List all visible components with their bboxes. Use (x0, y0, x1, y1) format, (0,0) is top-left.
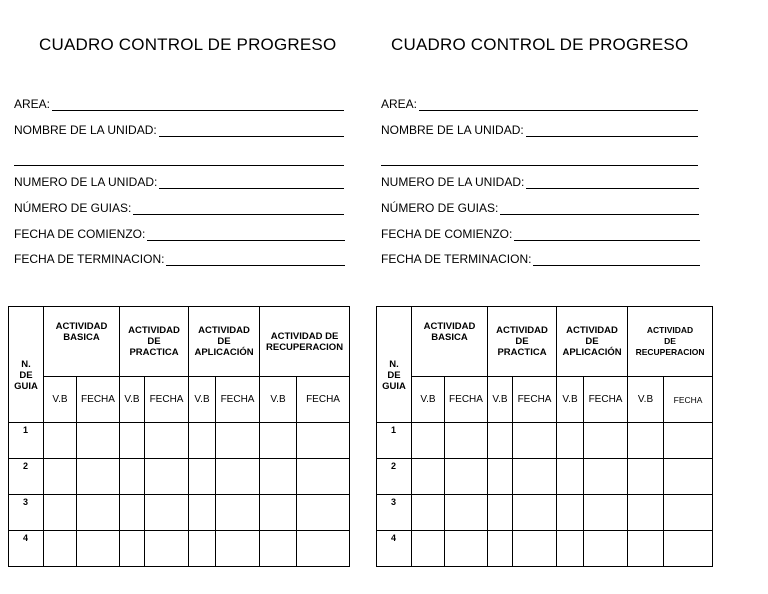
cell[interactable] (513, 459, 557, 495)
fill-line (381, 165, 698, 166)
fecha-header: FECHA (297, 377, 350, 423)
fill-line (381, 110, 698, 111)
unit-name-continuation-line[interactable] (14, 152, 344, 168)
fecha-header: FECHA (77, 377, 120, 423)
cell[interactable] (145, 531, 189, 567)
cell[interactable] (488, 495, 513, 531)
table-row (9, 495, 350, 531)
end-date-field[interactable] (381, 252, 700, 268)
row-number: 4 (9, 531, 44, 567)
cell[interactable] (664, 531, 713, 567)
cell[interactable] (260, 495, 297, 531)
vb-header: V.B (120, 377, 145, 423)
cell[interactable] (120, 459, 145, 495)
end-date-label: FECHA DE TERMINACION: (14, 252, 165, 266)
guide-count-field[interactable] (14, 201, 344, 217)
progress-table (376, 306, 713, 567)
recovery-activity-header: ACTIVIDAD DE RECUPERACION (628, 307, 713, 377)
fecha-header: FECHA (664, 377, 713, 423)
cell[interactable] (189, 495, 216, 531)
cell[interactable] (513, 423, 557, 459)
cell[interactable] (216, 531, 260, 567)
progress-form-right (368, 0, 728, 594)
table-row (377, 495, 713, 531)
cell[interactable] (120, 423, 145, 459)
cell[interactable] (488, 459, 513, 495)
cell[interactable] (664, 459, 713, 495)
cell[interactable] (664, 423, 713, 459)
cell[interactable] (584, 423, 628, 459)
cell[interactable] (77, 531, 120, 567)
form-title: CUADRO CONTROL DE PROGRESO (39, 35, 337, 54)
guide-count-label: NÚMERO DE GUIAS: (14, 201, 132, 215)
row-number: 3 (377, 495, 412, 531)
cell[interactable] (44, 423, 77, 459)
cell[interactable] (77, 495, 120, 531)
row-number: 1 (377, 423, 412, 459)
row-number: 3 (9, 495, 44, 531)
cell[interactable] (628, 459, 664, 495)
cell[interactable] (189, 531, 216, 567)
cell[interactable] (189, 459, 216, 495)
cell[interactable] (513, 495, 557, 531)
unit-name-field[interactable] (14, 123, 344, 139)
cell[interactable] (297, 495, 350, 531)
table-row (9, 459, 350, 495)
cell[interactable] (297, 423, 350, 459)
end-date-field[interactable] (14, 252, 345, 268)
cell[interactable] (297, 459, 350, 495)
cell[interactable] (145, 459, 189, 495)
cell[interactable] (145, 495, 189, 531)
cell[interactable] (77, 423, 120, 459)
cell[interactable] (584, 495, 628, 531)
unit-name-field[interactable] (381, 123, 698, 139)
start-date-label: FECHA DE COMIENZO: (381, 227, 513, 241)
table-row (377, 459, 713, 495)
start-date-field[interactable] (14, 227, 345, 243)
cell[interactable] (557, 459, 584, 495)
fecha-header: FECHA (584, 377, 628, 423)
vb-header: V.B (628, 377, 664, 423)
practice-activity-header: ACTIVIDAD DE PRACTICA (120, 307, 189, 377)
unit-name-label: NOMBRE DE LA UNIDAD: (381, 123, 524, 137)
guide-number-header: N. DE GUIA (9, 307, 44, 423)
cell[interactable] (412, 423, 445, 459)
end-date-label: FECHA DE TERMINACION: (381, 252, 532, 266)
table-row (377, 423, 713, 459)
guide-count-field[interactable] (381, 201, 699, 217)
cell[interactable] (216, 495, 260, 531)
vb-header: V.B (189, 377, 216, 423)
row-number: 1 (9, 423, 44, 459)
cell[interactable] (445, 531, 488, 567)
vb-header: V.B (412, 377, 445, 423)
area-label: AREA: (381, 97, 418, 111)
form-title: CUADRO CONTROL DE PROGRESO (391, 35, 689, 54)
row-number: 2 (377, 459, 412, 495)
cell[interactable] (412, 459, 445, 495)
start-date-field[interactable] (381, 227, 700, 243)
cell[interactable] (44, 531, 77, 567)
progress-form-left (0, 0, 360, 594)
cell[interactable] (628, 423, 664, 459)
cell[interactable] (260, 423, 297, 459)
guide-number-header: N. DE GUIA (377, 307, 412, 423)
fecha-header: FECHA (513, 377, 557, 423)
cell[interactable] (297, 531, 350, 567)
cell[interactable] (412, 531, 445, 567)
fill-line (14, 165, 344, 166)
cell[interactable] (120, 531, 145, 567)
cell[interactable] (584, 531, 628, 567)
cell[interactable] (628, 531, 664, 567)
application-activity-header: ACTIVIDAD DE APLICACIÓN (557, 307, 628, 377)
cell[interactable] (584, 459, 628, 495)
cell[interactable] (260, 531, 297, 567)
practice-activity-header: ACTIVIDAD DE PRACTICA (488, 307, 557, 377)
cell[interactable] (412, 495, 445, 531)
cell[interactable] (216, 423, 260, 459)
cell[interactable] (216, 459, 260, 495)
progress-table (8, 306, 350, 567)
fecha-header: FECHA (216, 377, 260, 423)
cell[interactable] (488, 423, 513, 459)
row-number: 4 (377, 531, 412, 567)
cell[interactable] (145, 423, 189, 459)
area-field[interactable] (14, 97, 344, 113)
cell[interactable] (44, 459, 77, 495)
cell[interactable] (557, 495, 584, 531)
unit-number-label: NUMERO DE LA UNIDAD: (14, 175, 158, 189)
vb-header: V.B (488, 377, 513, 423)
cell[interactable] (445, 423, 488, 459)
basic-activity-header: ACTIVIDAD BASICA (44, 307, 120, 377)
unit-number-field[interactable] (381, 175, 699, 191)
fecha-header: FECHA (445, 377, 488, 423)
cell[interactable] (445, 459, 488, 495)
cell[interactable] (488, 531, 513, 567)
fecha-header: FECHA (145, 377, 189, 423)
unit-number-field[interactable] (14, 175, 344, 191)
recovery-activity-header: ACTIVIDAD DE RECUPERACION (260, 307, 350, 377)
cell[interactable] (44, 495, 77, 531)
cell[interactable] (189, 423, 216, 459)
area-label: AREA: (14, 97, 51, 111)
area-field[interactable] (381, 97, 698, 113)
cell[interactable] (557, 531, 584, 567)
fill-line (14, 110, 344, 111)
unit-number-label: NUMERO DE LA UNIDAD: (381, 175, 525, 189)
row-number: 2 (9, 459, 44, 495)
guide-count-label: NÚMERO DE GUIAS: (381, 201, 499, 215)
table-row (377, 531, 713, 567)
cell[interactable] (260, 459, 297, 495)
cell[interactable] (664, 495, 713, 531)
unit-name-label: NOMBRE DE LA UNIDAD: (14, 123, 157, 137)
cell[interactable] (120, 495, 145, 531)
vb-header: V.B (44, 377, 77, 423)
basic-activity-header: ACTIVIDAD BASICA (412, 307, 488, 377)
unit-name-continuation-line[interactable] (381, 152, 698, 168)
application-activity-header: ACTIVIDAD DE APLICACIÓN (189, 307, 260, 377)
vb-header: V.B (557, 377, 584, 423)
vb-header: V.B (260, 377, 297, 423)
table-row (9, 531, 350, 567)
cell[interactable] (445, 495, 488, 531)
start-date-label: FECHA DE COMIENZO: (14, 227, 146, 241)
table-row (9, 423, 350, 459)
cell[interactable] (557, 423, 584, 459)
cell[interactable] (77, 459, 120, 495)
cell[interactable] (513, 531, 557, 567)
cell[interactable] (628, 495, 664, 531)
